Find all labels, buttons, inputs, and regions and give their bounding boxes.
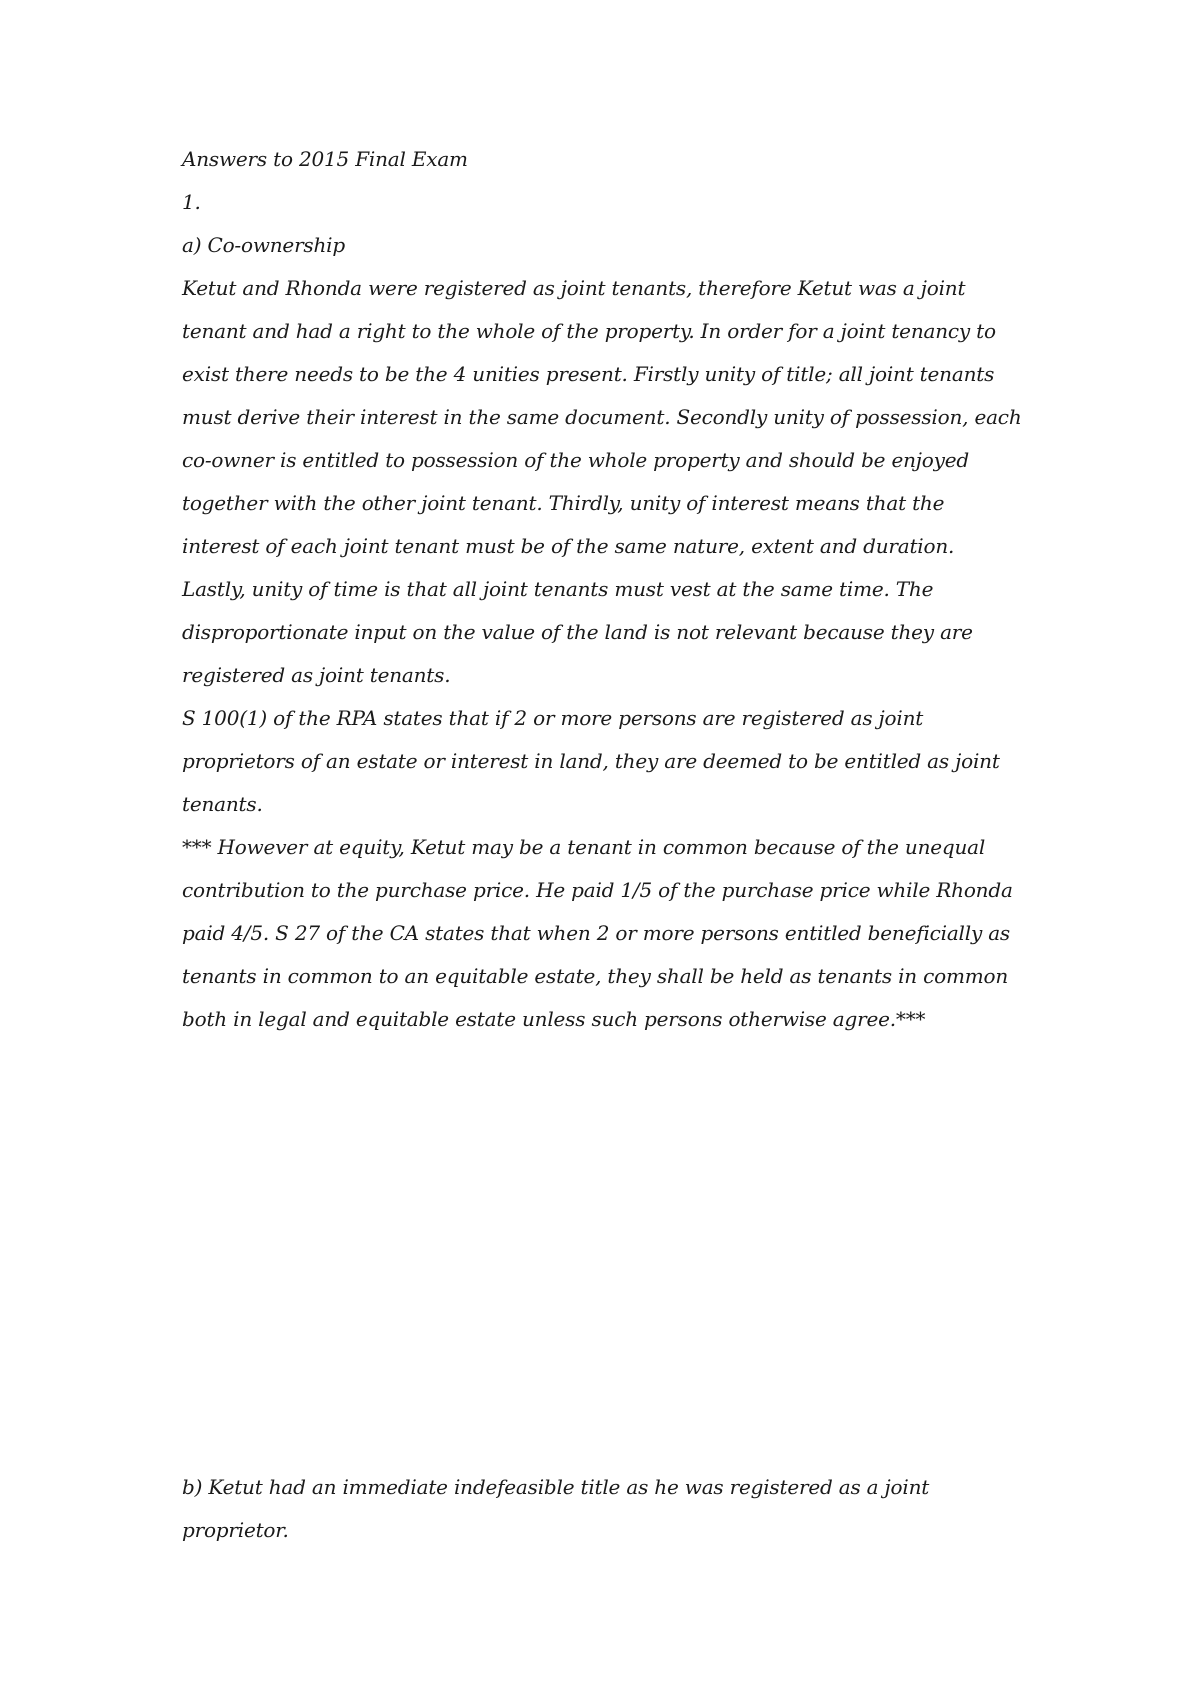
paragraph-equity-note xyxy=(182,826,1042,1041)
text-line: b) Ketut had an immediate indefeasible title as he was registered as a joint xyxy=(182,1475,930,1499)
answer-section-1 xyxy=(182,138,1042,1041)
answer-section-b xyxy=(182,1466,1042,1552)
paragraph-rpa-section xyxy=(182,697,1042,826)
document-title: Answers to 2015 Final Exam xyxy=(182,147,468,171)
text-line: both in legal and equitable estate unless such persons otherwise agree.*** xyxy=(182,1007,926,1031)
text-line: exist there needs to be the 4 unities present. Firstly unity of title; all joint tenants xyxy=(182,362,995,386)
part-a-heading: a) Co-ownership xyxy=(182,233,345,257)
paragraph-part-b xyxy=(182,1466,1042,1552)
text-line: Lastly, unity of time is that all joint tenants must vest at the same time. The xyxy=(182,577,934,601)
text-line: registered as joint tenants. xyxy=(182,663,451,687)
paragraph-joint-tenancy xyxy=(182,267,1042,697)
text-line: disproportionate input on the value of the land is not relevant because they are xyxy=(182,620,973,644)
text-line: must derive their interest in the same document. Secondly unity of possession, each xyxy=(182,405,1022,429)
text-line: Ketut and Rhonda were registered as joint tenants, therefore Ketut was a joint xyxy=(182,276,966,300)
text-line: paid 4/5. S 27 of the CA states that when 2 or more persons entitled beneficially as xyxy=(182,921,1010,945)
text-line: tenants in common to an equitable estate, they shall be held as tenants in common xyxy=(182,964,1009,988)
text-line: S 100(1) of the RPA states that if 2 or more persons are registered as joint xyxy=(182,706,924,730)
text-line: proprietor. xyxy=(182,1518,289,1542)
text-line: tenant and had a right to the whole of the property. In order for a joint tenancy to xyxy=(182,319,996,343)
text-line: together with the other joint tenant. Thirdly, unity of interest means that the xyxy=(182,491,945,515)
text-line: *** However at equity, Ketut may be a tenant in common because of the unequal xyxy=(182,835,986,859)
text-line: interest of each joint tenant must be of the same nature, extent and duration. xyxy=(182,534,955,558)
text-line: contribution to the purchase price. He paid 1/5 of the purchase price while Rhonda xyxy=(182,878,1013,902)
question-number: 1. xyxy=(182,190,201,214)
text-line: proprietors of an estate or interest in land, they are deemed to be entitled as joint xyxy=(182,749,1000,773)
text-line: co-owner is entitled to possession of the whole property and should be enjoyed xyxy=(182,448,969,472)
text-line: tenants. xyxy=(182,792,263,816)
